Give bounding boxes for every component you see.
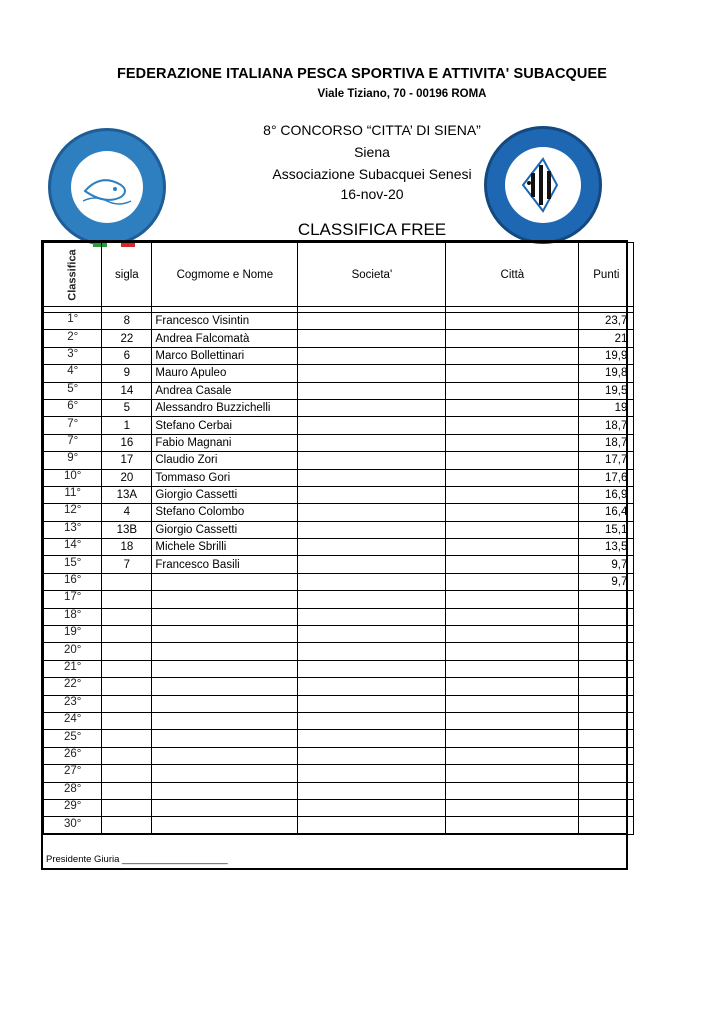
- city-cell: [446, 608, 579, 625]
- code-cell: [102, 678, 152, 695]
- rank-cell: 1°: [44, 313, 102, 330]
- code-cell: 22: [102, 330, 152, 347]
- column-header-code: sigla: [102, 243, 152, 307]
- name-cell: [152, 765, 298, 782]
- table-row: [44, 799, 634, 816]
- points-cell: 16,4: [579, 504, 634, 521]
- name-cell: [152, 660, 298, 677]
- name-cell: [152, 678, 298, 695]
- city-cell: [446, 782, 579, 799]
- table-row: [44, 695, 634, 712]
- society-cell: [298, 556, 446, 573]
- code-cell: 7: [102, 556, 152, 573]
- rank-cell: 21°: [44, 660, 102, 677]
- city-cell: [446, 469, 579, 486]
- points-cell: 19,9: [579, 347, 634, 364]
- rank-cell: 7°: [44, 434, 102, 451]
- rank-cell: 29°: [44, 799, 102, 816]
- points-cell: [579, 765, 634, 782]
- rank-cell: 2°: [44, 330, 102, 347]
- code-cell: 17: [102, 452, 152, 469]
- fipsas-logo: [48, 128, 166, 246]
- society-cell: [298, 608, 446, 625]
- points-cell: [579, 799, 634, 816]
- points-cell: [579, 608, 634, 625]
- rank-cell: 4°: [44, 365, 102, 382]
- code-cell: [102, 747, 152, 764]
- society-cell: [298, 313, 446, 330]
- points-cell: [579, 712, 634, 729]
- code-cell: 6: [102, 347, 152, 364]
- society-cell: [298, 765, 446, 782]
- rank-cell: 24°: [44, 712, 102, 729]
- code-cell: 4: [102, 504, 152, 521]
- table-row: [44, 817, 634, 834]
- city-cell: [446, 417, 579, 434]
- name-cell: Andrea Casale: [152, 382, 298, 399]
- city-cell: [446, 399, 579, 416]
- table-row: [44, 365, 634, 382]
- society-cell: [298, 591, 446, 608]
- points-cell: [579, 591, 634, 608]
- name-cell: [152, 799, 298, 816]
- table-row: [44, 382, 634, 399]
- name-cell: Alessandro Buzzichelli: [152, 399, 298, 416]
- table-row: [44, 504, 634, 521]
- city-cell: [446, 452, 579, 469]
- rank-cell: 26°: [44, 747, 102, 764]
- code-cell: [102, 695, 152, 712]
- points-cell: 9,7: [579, 556, 634, 573]
- ranking-table: [43, 242, 634, 835]
- society-cell: [298, 365, 446, 382]
- rank-cell: 3°: [44, 347, 102, 364]
- rank-cell: 18°: [44, 608, 102, 625]
- name-cell: Andrea Falcomatà: [152, 330, 298, 347]
- code-cell: 20: [102, 469, 152, 486]
- rank-cell: 7°: [44, 417, 102, 434]
- name-cell: [152, 782, 298, 799]
- rank-cell: 20°: [44, 643, 102, 660]
- name-cell: [152, 643, 298, 660]
- city-cell: [446, 591, 579, 608]
- points-cell: 19,5: [579, 382, 634, 399]
- table-row: [44, 608, 634, 625]
- column-header-society: Societa': [298, 243, 446, 307]
- table-row: [44, 330, 634, 347]
- name-cell: [152, 730, 298, 747]
- organization-address: Viale Tiziano, 70 - 00196 ROMA: [317, 88, 487, 100]
- society-cell: [298, 817, 446, 834]
- society-cell: [298, 382, 446, 399]
- code-cell: 14: [102, 382, 152, 399]
- table-row: [44, 712, 634, 729]
- society-cell: [298, 782, 446, 799]
- rank-cell: 5°: [44, 382, 102, 399]
- city-cell: [446, 695, 579, 712]
- name-cell: [152, 817, 298, 834]
- code-cell: [102, 712, 152, 729]
- rank-cell: 14°: [44, 539, 102, 556]
- points-cell: 23,7: [579, 313, 634, 330]
- society-cell: [298, 539, 446, 556]
- name-cell: [152, 712, 298, 729]
- city-cell: [446, 330, 579, 347]
- city-cell: [446, 817, 579, 834]
- rank-cell: 19°: [44, 626, 102, 643]
- society-cell: [298, 678, 446, 695]
- points-cell: 17,6: [579, 469, 634, 486]
- table-row: [44, 678, 634, 695]
- city-cell: [446, 313, 579, 330]
- city-cell: [446, 678, 579, 695]
- column-header-city: Città: [446, 243, 579, 307]
- table-row: [44, 313, 634, 330]
- society-cell: [298, 417, 446, 434]
- table-row: [44, 660, 634, 677]
- name-cell: [152, 608, 298, 625]
- code-cell: [102, 643, 152, 660]
- society-cell: [298, 573, 446, 590]
- event-date: 16-nov-20: [340, 186, 404, 202]
- points-cell: [579, 626, 634, 643]
- society-cell: [298, 434, 446, 451]
- points-cell: [579, 695, 634, 712]
- ranking-title: CLASSIFICA FREE: [297, 220, 447, 239]
- city-cell: [446, 799, 579, 816]
- society-cell: [298, 643, 446, 660]
- event-city: Siena: [354, 144, 390, 160]
- code-cell: [102, 660, 152, 677]
- table-row: [44, 347, 634, 364]
- code-cell: [102, 573, 152, 590]
- code-cell: [102, 817, 152, 834]
- rank-cell: 22°: [44, 678, 102, 695]
- city-cell: [446, 504, 579, 521]
- rank-cell: 23°: [44, 695, 102, 712]
- code-cell: [102, 730, 152, 747]
- code-cell: [102, 799, 152, 816]
- city-cell: [446, 712, 579, 729]
- points-cell: 19: [579, 399, 634, 416]
- points-cell: 17,7: [579, 452, 634, 469]
- society-cell: [298, 730, 446, 747]
- table-row: [44, 452, 634, 469]
- rank-cell: 6°: [44, 399, 102, 416]
- city-cell: [446, 382, 579, 399]
- city-cell: [446, 521, 579, 538]
- name-cell: Marco Bollettinari: [152, 347, 298, 364]
- angelfish-emblem: [505, 147, 581, 223]
- table-row: [44, 591, 634, 608]
- table-row: [44, 469, 634, 486]
- rank-cell: 30°: [44, 817, 102, 834]
- rank-cell: 15°: [44, 556, 102, 573]
- name-cell: Francesco Visintin: [152, 313, 298, 330]
- code-cell: 8: [102, 313, 152, 330]
- city-cell: [446, 765, 579, 782]
- city-cell: [446, 434, 579, 451]
- points-cell: [579, 782, 634, 799]
- rank-cell: 27°: [44, 765, 102, 782]
- table-header-row: [44, 243, 634, 307]
- name-cell: [152, 573, 298, 590]
- city-cell: [446, 347, 579, 364]
- name-cell: Stefano Colombo: [152, 504, 298, 521]
- signature-area: [43, 833, 626, 868]
- name-cell: Claudio Zori: [152, 452, 298, 469]
- column-header-rank: Classifica: [44, 243, 102, 307]
- table-row: [44, 434, 634, 451]
- table-row: [44, 521, 634, 538]
- city-cell: [446, 660, 579, 677]
- points-cell: [579, 643, 634, 660]
- table-row: [44, 730, 634, 747]
- table-row: [44, 573, 634, 590]
- table-row: [44, 399, 634, 416]
- code-cell: [102, 782, 152, 799]
- code-cell: [102, 591, 152, 608]
- city-cell: [446, 365, 579, 382]
- table-row: [44, 765, 634, 782]
- city-cell: [446, 486, 579, 503]
- city-cell: [446, 556, 579, 573]
- code-cell: [102, 765, 152, 782]
- society-cell: [298, 695, 446, 712]
- name-cell: Fabio Magnani: [152, 434, 298, 451]
- table-row: [44, 626, 634, 643]
- code-cell: 18: [102, 539, 152, 556]
- fipsas-logo-center: [71, 151, 143, 223]
- society-cell: [298, 486, 446, 503]
- city-cell: [446, 747, 579, 764]
- name-cell: [152, 695, 298, 712]
- name-cell: Tommaso Gori: [152, 469, 298, 486]
- city-cell: [446, 730, 579, 747]
- society-cell: [298, 347, 446, 364]
- society-cell: [298, 504, 446, 521]
- column-header-name: Cogmome e Nome: [152, 243, 298, 307]
- points-cell: [579, 747, 634, 764]
- points-cell: 9,7: [579, 573, 634, 590]
- table-row: [44, 486, 634, 503]
- society-cell: [298, 799, 446, 816]
- points-cell: [579, 817, 634, 834]
- points-cell: 18,7: [579, 417, 634, 434]
- points-cell: [579, 730, 634, 747]
- society-cell: [298, 330, 446, 347]
- rank-cell: 9°: [44, 452, 102, 469]
- code-cell: [102, 626, 152, 643]
- column-header-points: Punti: [579, 243, 634, 307]
- code-cell: [102, 608, 152, 625]
- points-cell: 15,1: [579, 521, 634, 538]
- society-cell: [298, 521, 446, 538]
- name-cell: Giorgio Cassetti: [152, 521, 298, 538]
- points-cell: 18,7: [579, 434, 634, 451]
- rank-cell: 17°: [44, 591, 102, 608]
- event-title: 8° CONCORSO “CITTA’ DI SIENA”: [263, 122, 481, 138]
- society-cell: [298, 399, 446, 416]
- points-cell: [579, 660, 634, 677]
- rank-cell: 11°: [44, 486, 102, 503]
- name-cell: [152, 747, 298, 764]
- points-cell: 16,9: [579, 486, 634, 503]
- society-cell: [298, 747, 446, 764]
- table-row: [44, 747, 634, 764]
- name-cell: Francesco Basili: [152, 556, 298, 573]
- name-cell: [152, 591, 298, 608]
- points-cell: [579, 678, 634, 695]
- code-cell: 13B: [102, 521, 152, 538]
- points-cell: 13,5: [579, 539, 634, 556]
- code-cell: 16: [102, 434, 152, 451]
- name-cell: Giorgio Cassetti: [152, 486, 298, 503]
- rank-cell: 25°: [44, 730, 102, 747]
- city-cell: [446, 643, 579, 660]
- society-cell: [298, 452, 446, 469]
- city-cell: [446, 573, 579, 590]
- rank-cell: 28°: [44, 782, 102, 799]
- table-row: [44, 417, 634, 434]
- name-cell: Mauro Apuleo: [152, 365, 298, 382]
- table-row: [44, 539, 634, 556]
- code-cell: 1: [102, 417, 152, 434]
- president-signature-label: Presidente Giuria ____________________: [46, 854, 228, 865]
- rank-cell: 12°: [44, 504, 102, 521]
- society-cell: [298, 626, 446, 643]
- table-row: [44, 643, 634, 660]
- code-cell: 5: [102, 399, 152, 416]
- society-cell: [298, 469, 446, 486]
- code-cell: 9: [102, 365, 152, 382]
- society-cell: [298, 660, 446, 677]
- table-row: [44, 556, 634, 573]
- event-association: Associazione Subacquei Senesi: [272, 166, 472, 182]
- code-cell: 13A: [102, 486, 152, 503]
- rank-cell: 16°: [44, 573, 102, 590]
- ass-subacquei-senesi-logo: [484, 126, 602, 244]
- rank-cell: 13°: [44, 521, 102, 538]
- name-cell: Michele Sbrilli: [152, 539, 298, 556]
- table-row: [44, 782, 634, 799]
- society-cell: [298, 712, 446, 729]
- name-cell: [152, 626, 298, 643]
- city-cell: [446, 539, 579, 556]
- city-cell: [446, 626, 579, 643]
- name-cell: Stefano Cerbai: [152, 417, 298, 434]
- points-cell: 21: [579, 330, 634, 347]
- points-cell: 19,8: [579, 365, 634, 382]
- organization-name: FEDERAZIONE ITALIANA PESCA SPORTIVA E ATTIVITA' SUBACQUEE: [116, 66, 608, 82]
- rank-cell: 10°: [44, 469, 102, 486]
